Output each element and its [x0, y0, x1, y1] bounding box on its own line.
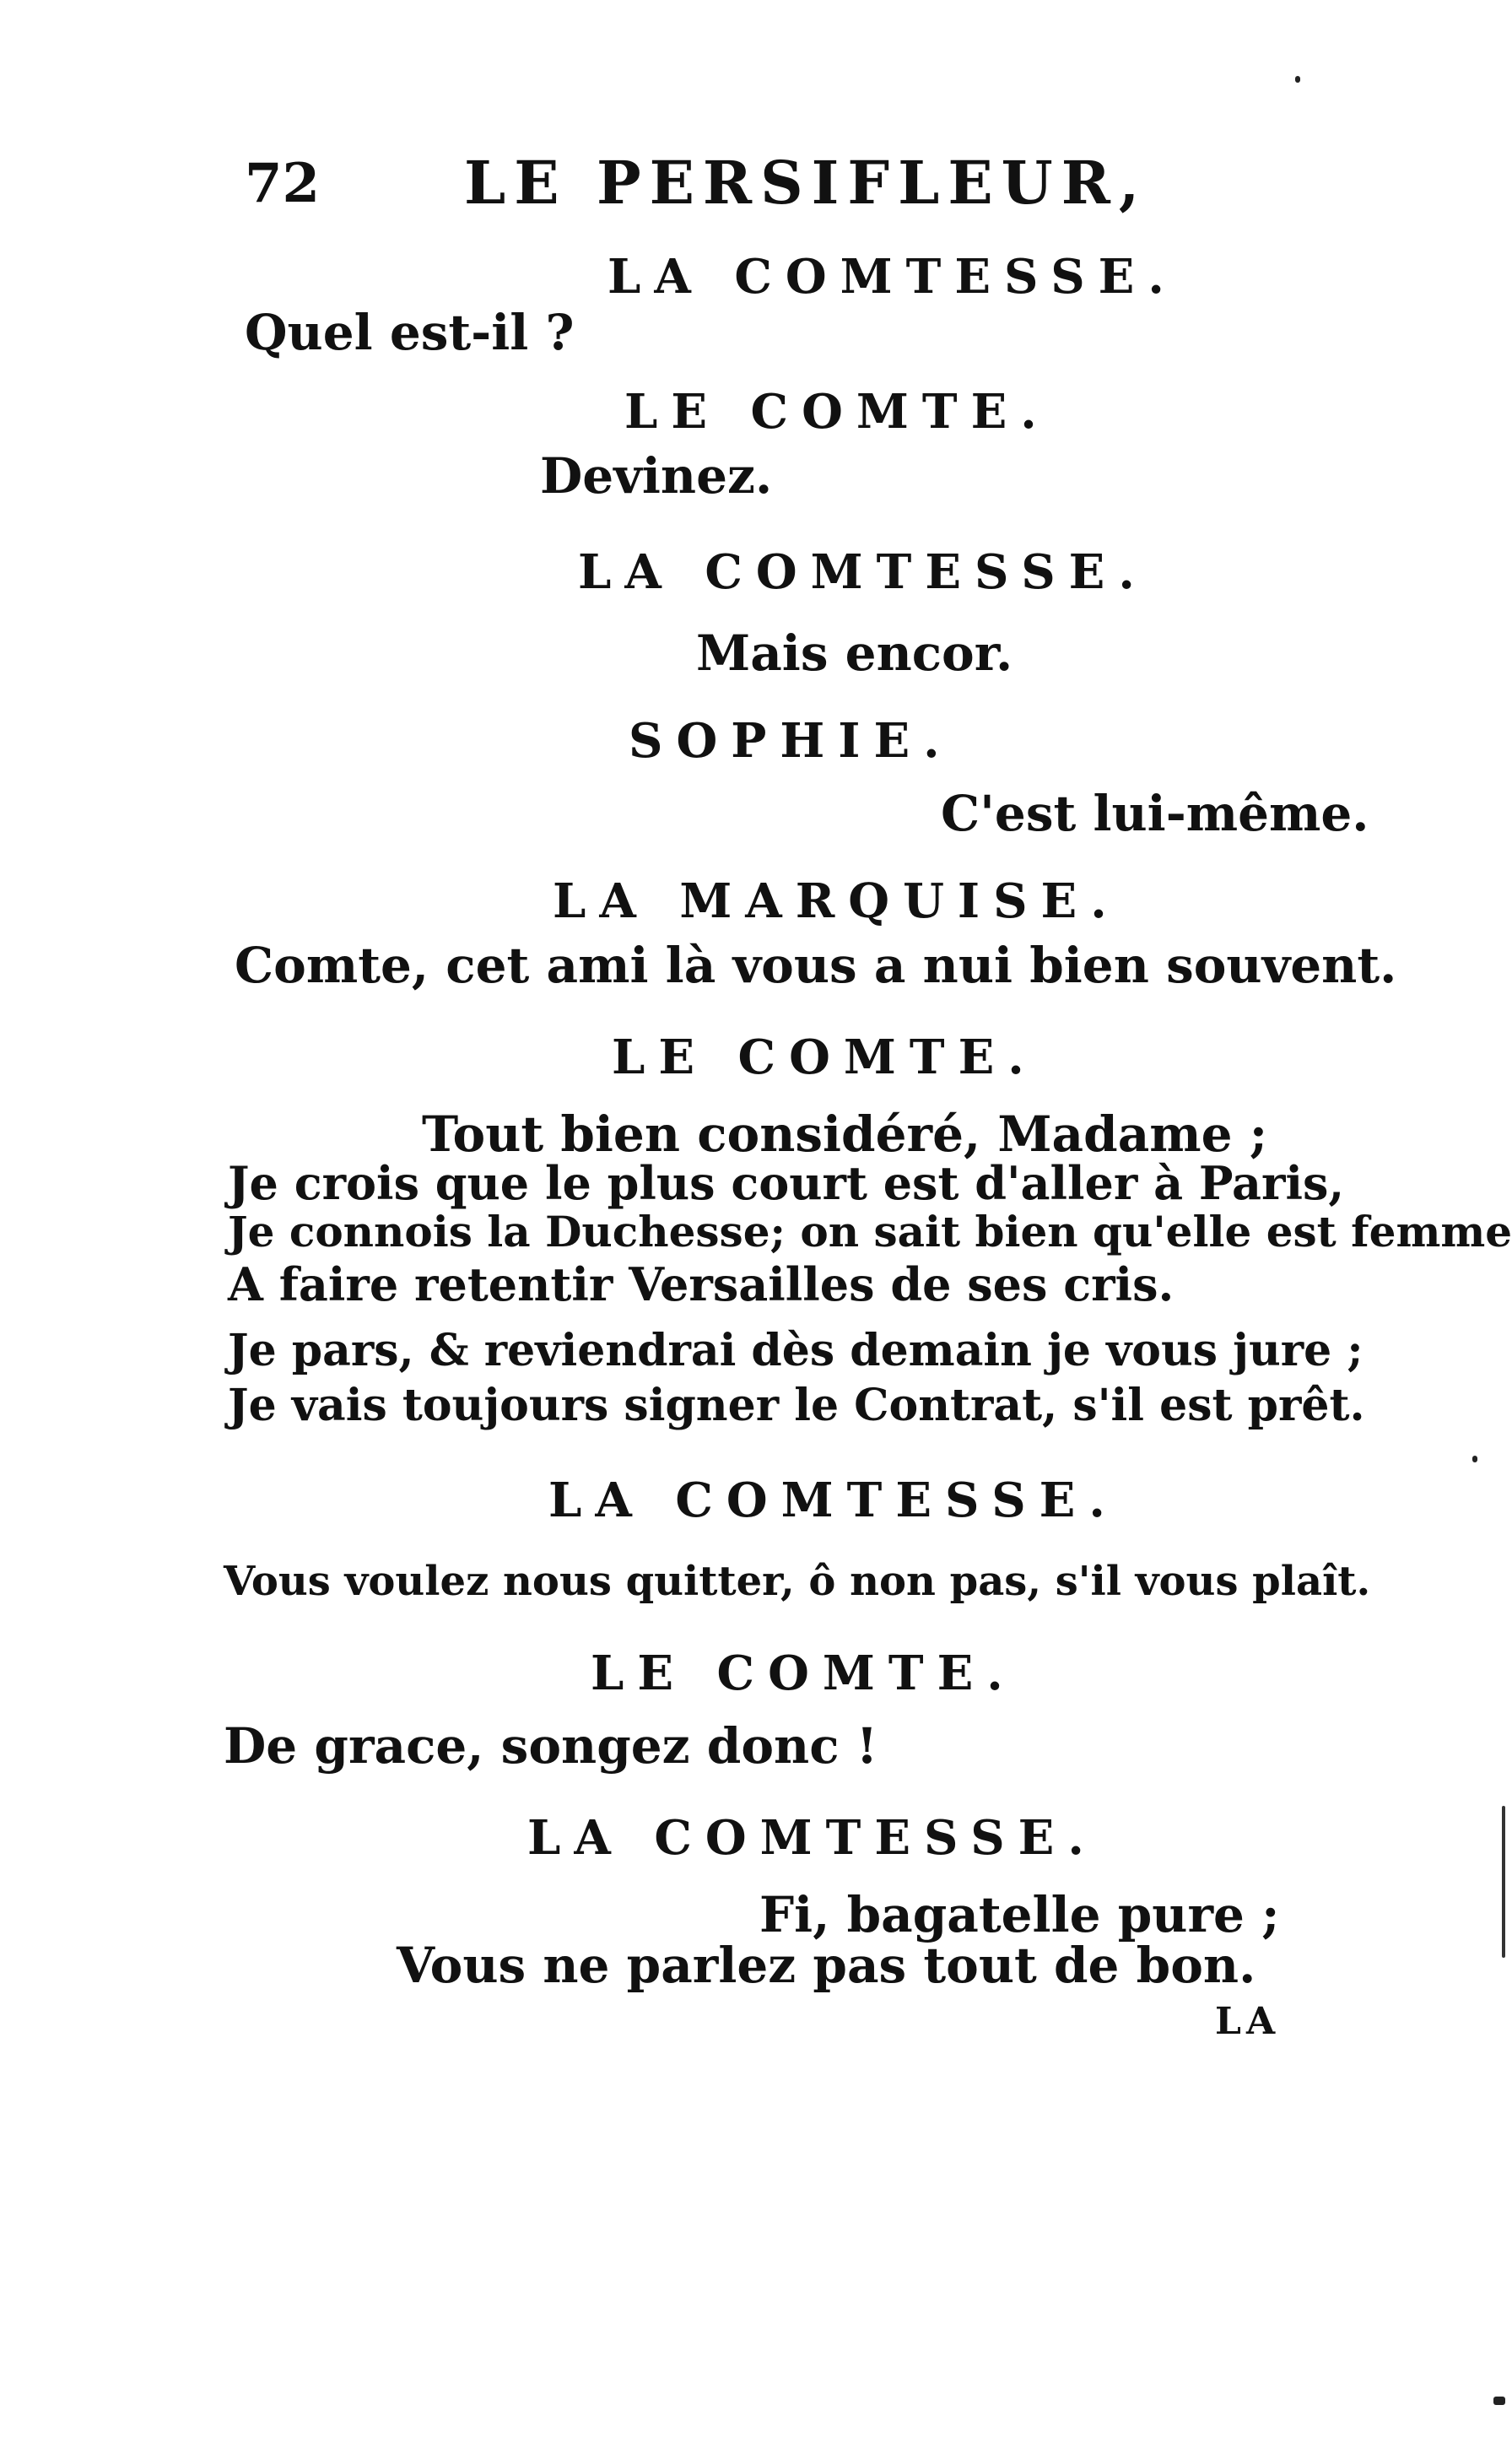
verse-line: Comte, cet ami là vous a nui bien souvent. [235, 937, 1397, 994]
scan-speck [1493, 2397, 1505, 2405]
scan-speck [1295, 76, 1300, 83]
verse-line: Je crois que le plus court est d'aller à Paris, [228, 1156, 1345, 1210]
page-number: 72 [245, 152, 321, 215]
verse-line: Vous voulez nous quitter, ô non pas, s'il vous plaît. [224, 1558, 1371, 1605]
running-title: LE PERSIFLEUR, [464, 148, 1148, 218]
verse-line: Devinez. [540, 447, 773, 505]
verse-line: Mais encor. [696, 624, 1013, 682]
verse-line: Je pars, & reviendrai dès demain je vous jure ; [228, 1325, 1364, 1376]
verse-line: C'est lui-même. [941, 785, 1369, 842]
scan-speck [1472, 1456, 1477, 1462]
verse-line: Quel est-il ? [245, 304, 575, 361]
speaker-label: SOPHIE. [629, 713, 953, 769]
verse-line: Vous ne parlez pas tout de bon. [397, 1937, 1256, 1994]
speaker-label: LE COMTE. [624, 384, 1050, 440]
speaker-label: LA COMTESSE. [578, 544, 1148, 600]
speaker-label: LA COMTESSE. [527, 1810, 1098, 1866]
speaker-label: LE COMTE. [612, 1030, 1038, 1085]
verse-line: Je vais toujours signer le Contrat, s'il est prêt. [228, 1380, 1365, 1431]
speaker-label: LA COMTESSE. [608, 249, 1178, 305]
scan-edge-mark [1502, 1806, 1505, 1958]
catchword: LA [1215, 2000, 1281, 2043]
verse-line: A faire retentir Versailles de ses cris. [228, 1257, 1174, 1311]
verse-line: Je connois la Duchesse; on sait bien qu'elle est femme [228, 1207, 1512, 1257]
verse-line: Tout bien considéré, Madame ; [422, 1105, 1268, 1163]
speaker-label: LE COMTE. [591, 1646, 1017, 1701]
verse-line: De grace, songez donc ! [224, 1717, 878, 1775]
verse-line: Fi, bagatelle pure ; [759, 1886, 1280, 1943]
speaker-label: LA MARQUISE. [553, 873, 1120, 929]
speaker-label: LA COMTESSE. [548, 1473, 1119, 1528]
